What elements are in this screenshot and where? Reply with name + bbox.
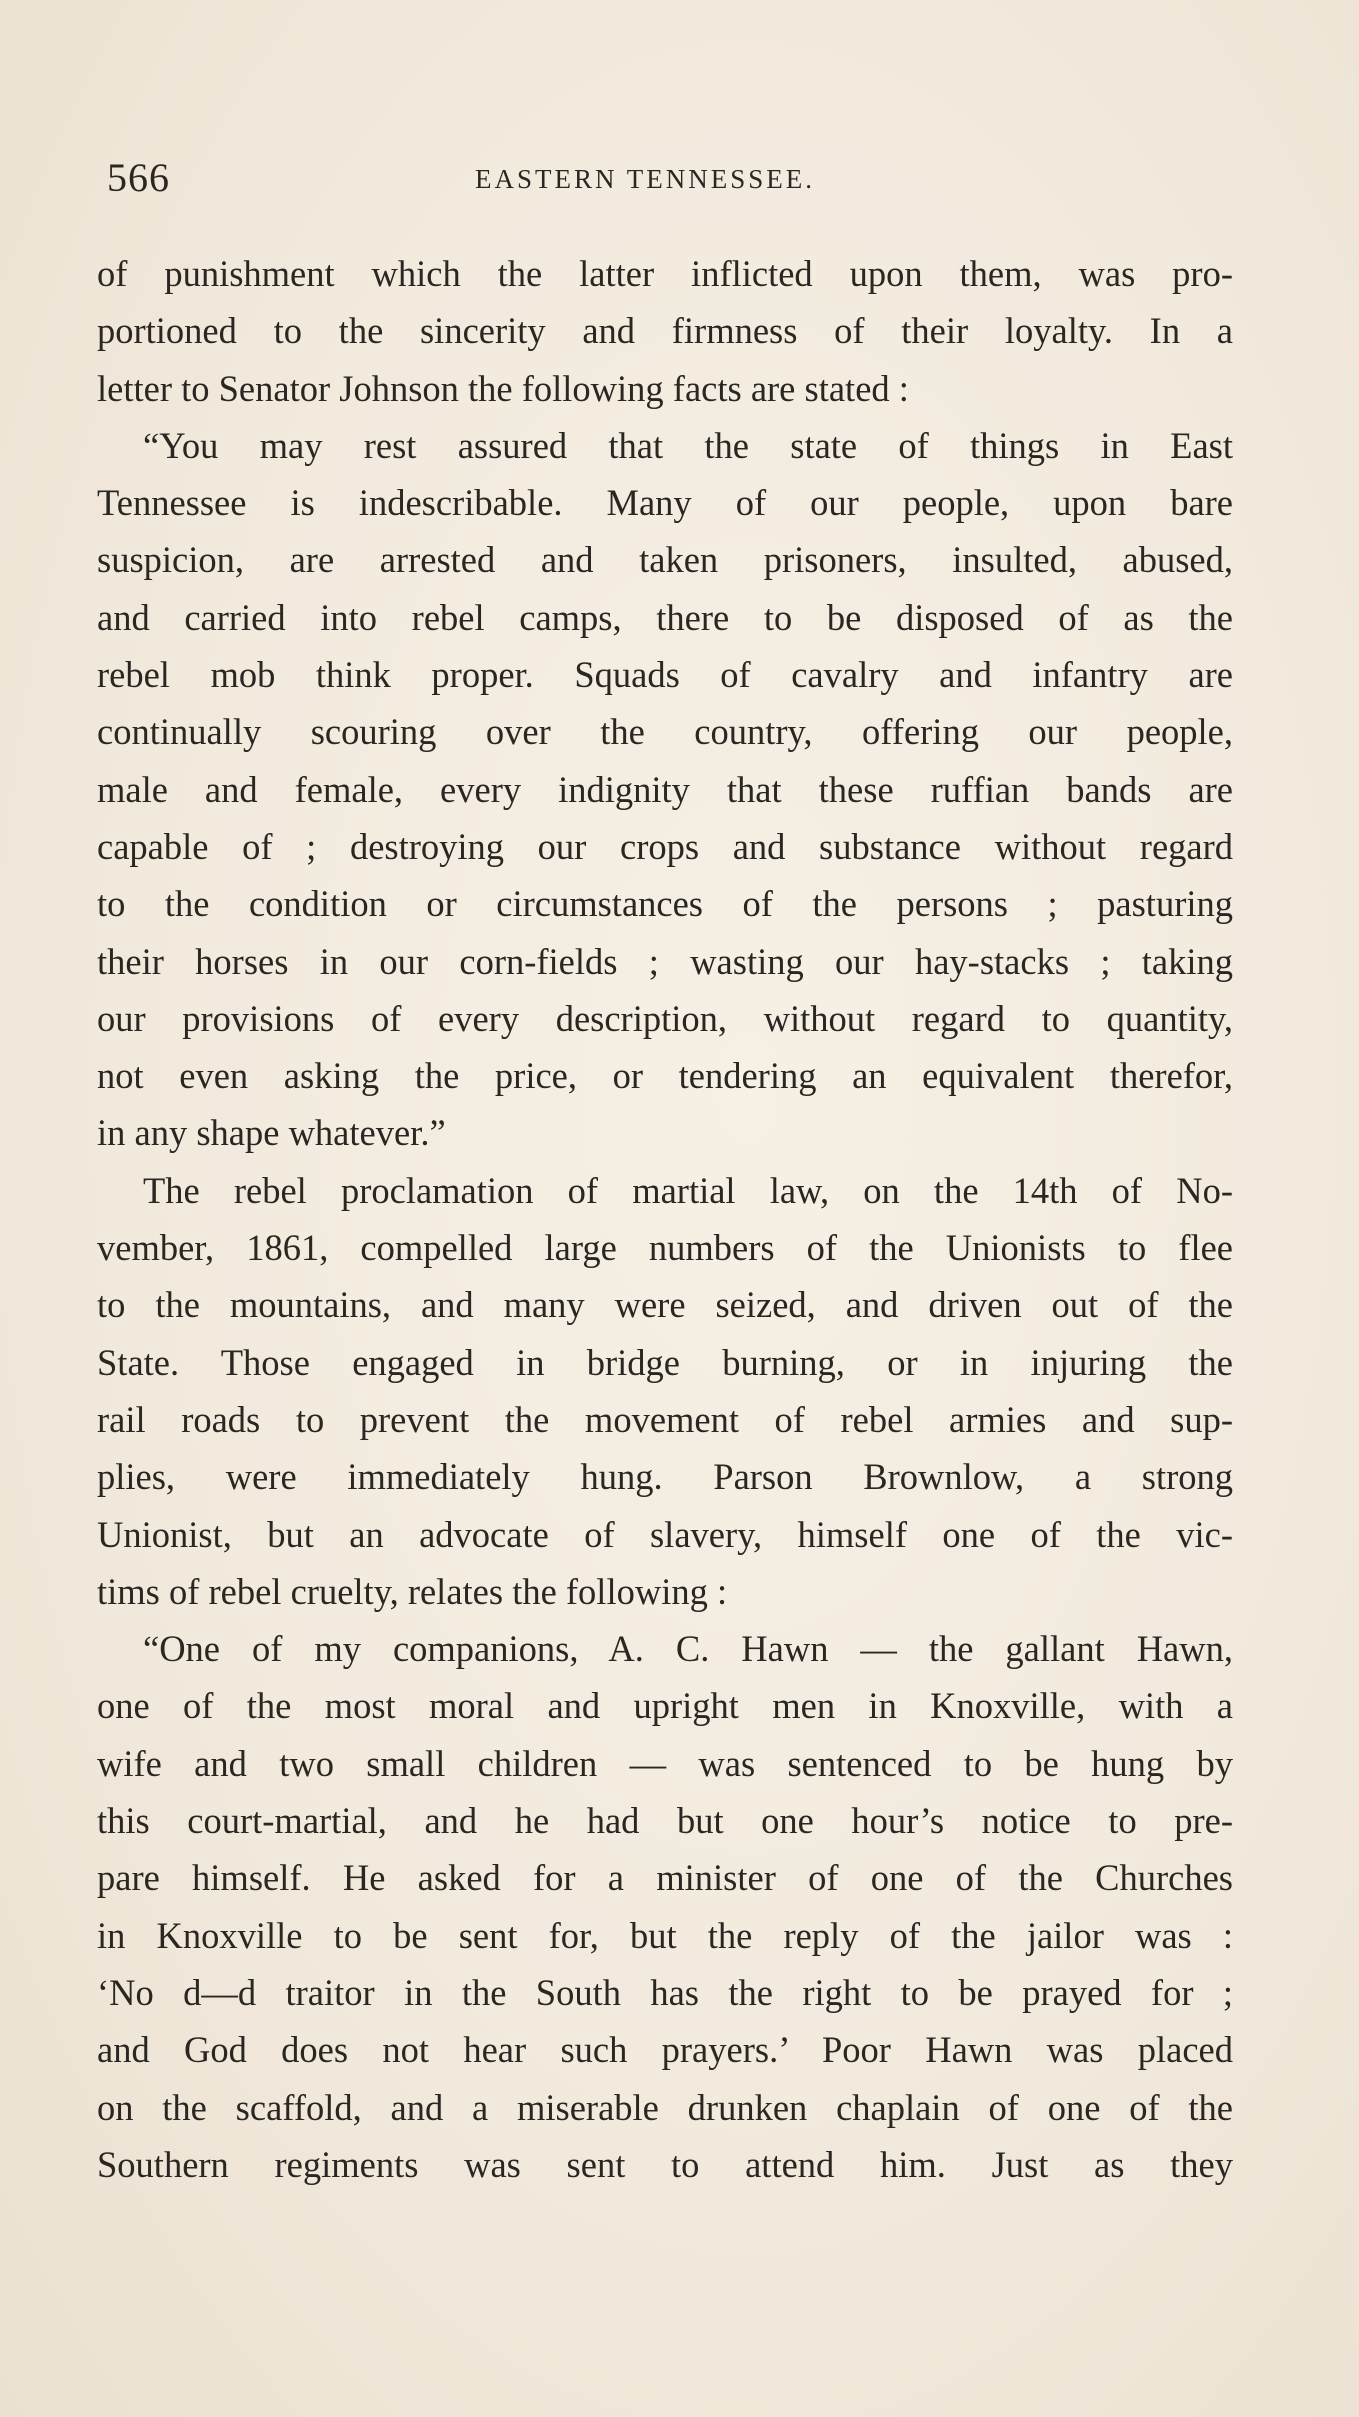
text-line: Unionist, but an advocate of slavery, himself one of the vic- — [97, 1513, 1233, 1555]
text-line: tims of rebel cruelty, relates the following : — [97, 1570, 728, 1612]
text-line: Tennessee is indescribable. Many of our people, upon bare — [97, 482, 1233, 524]
text-line: vember, 1861, compelled large numbers of the Unionists to flee — [97, 1227, 1233, 1269]
text-line: of punishment which the latter inflicted upon them, was pro- — [97, 253, 1233, 294]
text-line: capable of ; destroying our crops and substance without regard — [97, 825, 1233, 867]
text-line: and carried into rebel camps, there to be disposed of as the — [97, 596, 1233, 638]
text-line: male and female, every indignity that these ruffian bands are — [97, 768, 1233, 810]
text-line: their horses in our corn-fields ; wasting our hay-stacks ; taking — [97, 940, 1233, 982]
text-line: State. Those engaged in bridge burning, or in injuring the — [97, 1341, 1233, 1383]
text-line: to the condition or circumstances of the persons ; pasturing — [97, 883, 1233, 925]
text-line: wife and two small children — was sentenced to be hung by — [97, 1742, 1233, 1784]
text-line: pare himself. He asked for a minister of one of the Churches — [97, 1857, 1233, 1899]
running-head — [97, 148, 1233, 208]
text-line: The rebel proclamation of martial law, on the 14th of No- — [143, 1169, 1233, 1211]
body-text — [97, 245, 1233, 2193]
text-line: this court-martial, and he had but one hour’s notice to pre- — [97, 1800, 1233, 1842]
text-line: in Knoxville to be sent for, but the reply of the jailor was : — [97, 1914, 1233, 1956]
text-line: rail roads to prevent the movement of rebel armies and sup- — [97, 1398, 1233, 1440]
text-line: our provisions of every description, without regard to quantity, — [97, 997, 1233, 1039]
text-line: suspicion, are arrested and taken prisoners, insulted, abused, — [97, 539, 1233, 581]
text-line: Southern regiments was sent to attend him. Just as they — [97, 2143, 1233, 2185]
text-line: “You may rest assured that the state of things in East — [143, 424, 1233, 466]
text-line: one of the most moral and upright men in Knoxville, with a — [97, 1685, 1233, 1727]
text-line: portioned to the sincerity and firmness of their loyalty. In a — [97, 310, 1233, 352]
text-line: “One of my companions, A. C. Hawn — the gallant Hawn, — [143, 1628, 1233, 1670]
book-page — [97, 148, 1233, 2185]
running-title: EASTERN TENNESSEE. — [475, 164, 816, 194]
text-line: letter to Senator Johnson the following facts are stated : — [97, 367, 909, 409]
text-line: not even asking the price, or tendering an equivalent therefor, — [97, 1055, 1233, 1097]
text-line: and God does not hear such prayers.’ Poor Hawn was placed — [97, 2029, 1233, 2071]
page-number: 566 — [107, 155, 170, 200]
text-line: plies, were immediately hung. Parson Brownlow, a strong — [97, 1456, 1233, 1498]
text-line: ‘No d—d traitor in the South has the right to be prayed for ; — [97, 1971, 1233, 2013]
text-line: to the mountains, and many were seized, and driven out of the — [97, 1284, 1233, 1326]
text-line: rebel mob think proper. Squads of cavalry and infantry are — [97, 654, 1233, 696]
text-line: continually scouring over the country, offering our people, — [97, 711, 1233, 753]
text-line: on the scaffold, and a miserable drunken chaplain of one of the — [97, 2086, 1233, 2128]
text-line: in any shape whatever.” — [97, 1112, 446, 1154]
